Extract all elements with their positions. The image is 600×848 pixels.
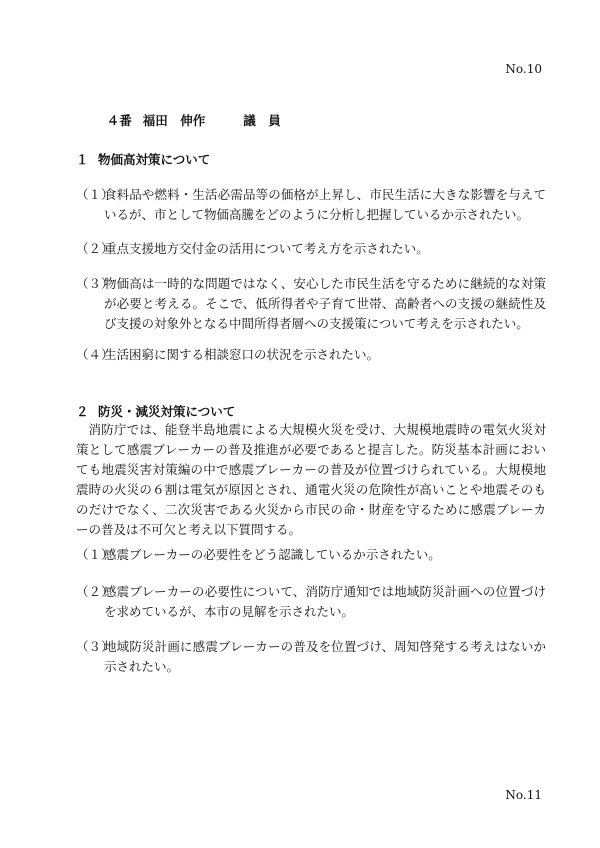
item-number: （３） [76,276,114,291]
item-text: 感震ブレーカーの必要性をどう認識しているか示されたい。 [104,547,441,562]
questioner-number: ４番 [106,113,132,128]
item-number: （１） [76,187,114,202]
item-number: （２） [76,241,114,256]
item-text: 生活困窮に関する相談窓口の状況を示されたい。 [104,347,380,362]
section-1-item-1 [76,185,546,225]
page-number-bottom: No.11 [505,788,542,802]
item-text: 食料品や燃料・生活必需品等の価格が上昇し、市民生活に大きな影響を与えているが、市として物価高騰をどのように分析し把握しているか示されたい。 [104,187,546,222]
section-2-item-2 [76,582,546,622]
section-1-title-text: 物価高対策について [98,152,211,167]
section-1-item-2 [76,239,546,259]
section-1-number: １ [76,152,89,167]
section-2-item-1 [76,545,546,565]
item-number: （１） [76,547,114,562]
section-1-item-3 [76,274,546,334]
questioner-name: 福田 伸作 [142,113,206,128]
item-number: （２） [76,584,114,599]
section-1-title [76,150,210,168]
section-2-item-3 [76,637,546,677]
questioner-role: 議 員 [243,113,281,128]
item-number: （３） [76,639,114,654]
item-number: （４） [76,347,114,362]
questioner-header [98,96,281,129]
section-2-title-text: 防災・減災対策について [98,404,236,419]
section-2-intro: 消防庁では、能登半島地震による大規模火災を受け、大規模地震時の電気火災対策として感震ブレーカーの普及推進が必要であると提言した。防災基本計画においても地震災害対策編の中で感震ブレーカーの普及が位置づけられている。大規模地震時の火災の６割は電気が原因とされ、通電火災の危険性が高いことや地震そのものだけでなく、二次災害である火災から市民の命・財産を守るために感震ブレーカーの普及は不可欠と考え以下質問する。 [76,422,546,537]
item-text: 物価高は一時的な問題ではなく、安心した市民生活を守るために継続的な対策が必要と考える。そこで、低所得者や子育て世帯、高齢者への支援の継続性及び支援の対象外となる中間所得者層への支援策について考えを示されたい。 [104,276,546,331]
section-2-number: ２ [76,404,89,419]
item-text: 地域防災計画に感震ブレーカーの普及を位置づけ、周知啓発する考えはないか示されたい。 [104,639,546,674]
section-1-item-4 [76,345,546,365]
item-text: 重点支援地方交付金の活用について考え方を示されたい。 [104,241,429,256]
section-2-title [76,402,235,420]
item-text: 感震ブレーカーの必要性について、消防庁通知では地域防災計画への位置づけを求めているが、本市の見解を示されたい。 [104,584,546,619]
page-number-top: No.10 [505,62,542,76]
